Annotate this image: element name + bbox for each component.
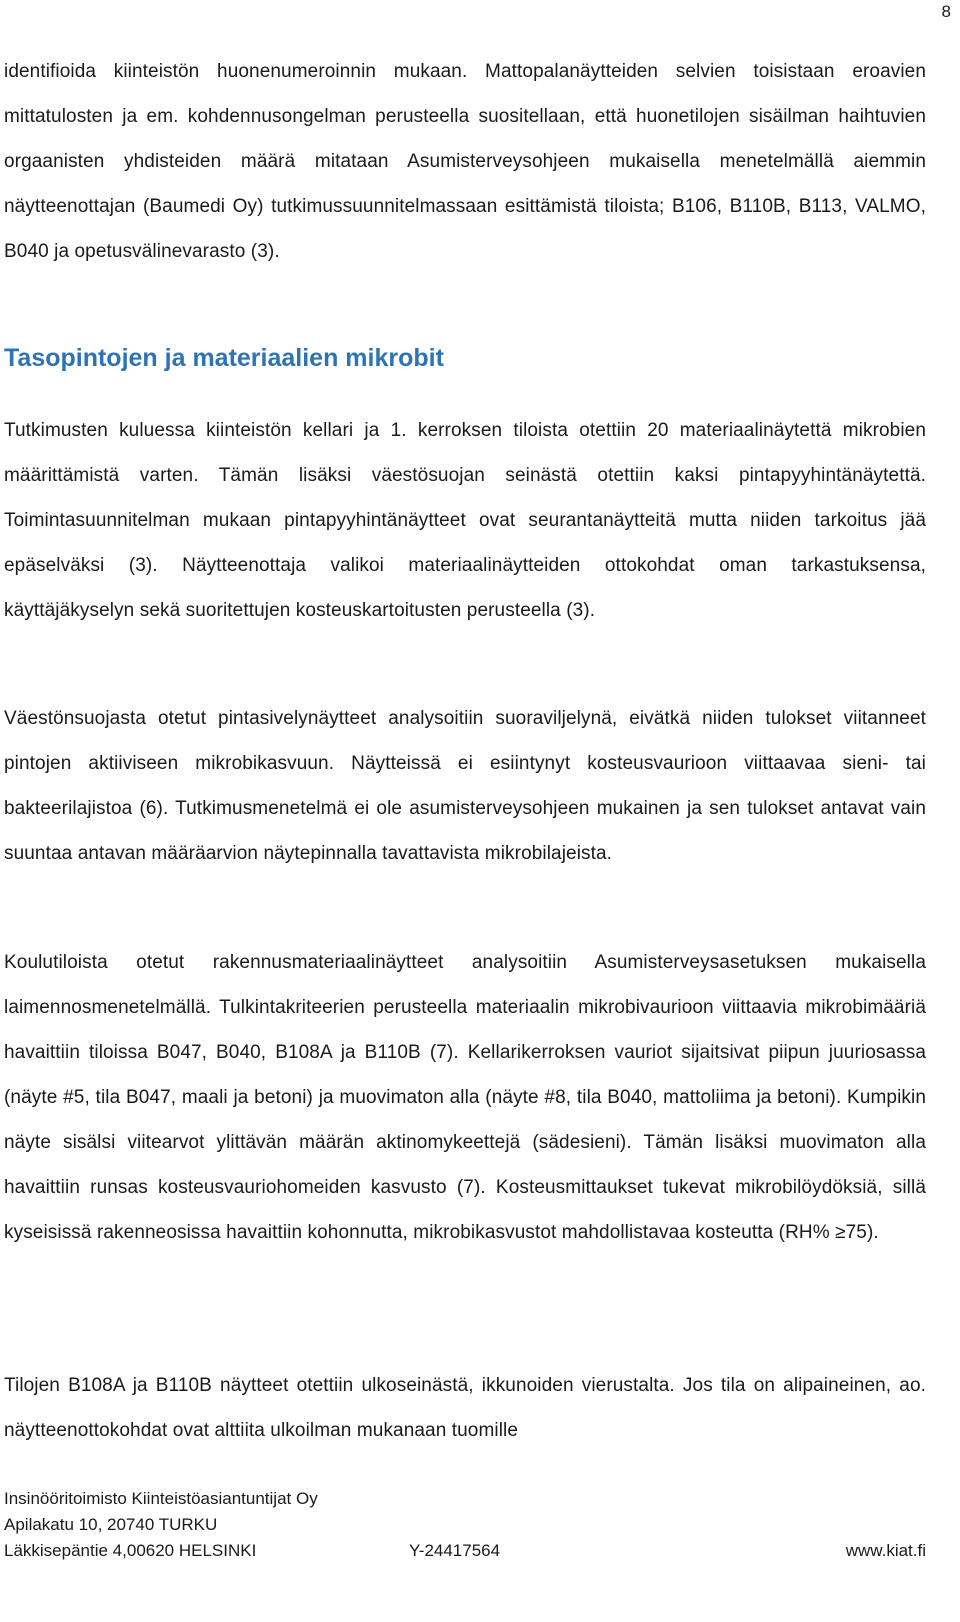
paragraph-sampling: Tutkimusten kuluessa kiinteistön kellari ja 1. kerroksen tiloista otettiin 20 materiaalinäytettä mikrobien määrittämistä varten. Tämän lisäksi väestösuojan seinästä otettiin kaksi pintapyyhintänäytettä. Toimintasuunnitelman mukaan pintapyyhintänäytteet ovat seurantanäytteitä mutta niiden tarkoitus jää epäselväksi (3). Näytteenottaja valikoi materiaalinäytteiden ottokohdat oman tarkastuksensa, käyttäjäkyselyn sekä suoritettujen kosteuskartoitusten perusteella (3). (4, 420, 926, 621)
footer-business-id: Y-24417564 (409, 1541, 501, 1560)
footer-website-link[interactable]: www.kiat.fi (845, 1541, 926, 1560)
paragraph-material-results: Koulutiloista otetut rakennusmateriaalinäytteet analysoitiin Asumisterveysasetuksen mukaisella laimennosmenetelmällä. Tulkintakriteerien perusteella materiaalin mikrobivaurioon viittaavia mikrobimääriä havaittiin tiloissa B047, B040, B108A ja B110B (7). Kellarikerroksen vauriot sijaitsivat piipun juuriosassa (näyte #5, tila B047, maali ja betoni) ja muovimaton alla (näyte #8, tila B040, mattoliima ja betoni). Kumpikin näyte sisälsi viitearvot ylittävän määrän aktinomykeettejä (sädesieni). Tämän lisäksi muovimaton alla havaittiin runsas kosteusvauriohomeiden kasvusto (7). Kosteusmittaukset tukevat mikrobilöydöksiä, sillä kyseisissä rakenneosissa havaittiin kohonnutta, mikrobikasvustot mahdollistavaa kosteutta (RH% ≥75). (4, 952, 926, 1243)
footer-address-helsinki: Läkkisepäntie 4,00620 HELSINKI (4, 1541, 257, 1560)
page-number: 8 (941, 2, 951, 21)
page-footer (4, 1486, 926, 1564)
footer-row (4, 1538, 926, 1564)
paragraph-b108a-b110b: Tilojen B108A ja B110B näytteet otettiin ulkoseinästä, ikkunoiden vierustalta. Jos tila on alipaineinen, ao. näytteenottokohdat ovat alttiita ulkoilman mukanaan tuomille (4, 1375, 926, 1441)
paragraph-shelter-results: Väestönsuojasta otetut pintasivelynäytteet analysoitiin suoraviljelynä, eivätkä niiden tulokset viitanneet pintojen aktiiviseen mikrobikasvuun. Näytteissä ei esiintynyt kosteusvaurioon viittaavaa sieni- tai bakteerilajistoa (6). Tutkimusmenetelmä ei ole asumisterveysohjeen mukainen ja sen tulokset antavat vain suuntaa antavan määräarvion näytepinnalla tavattavista mikrobilajeista. (4, 708, 926, 864)
paragraph-intro: identifioida kiinteistön huonenumeroinnin mukaan. Mattopalanäytteiden selvien toisistaan eroavien mittatulosten ja em. kohdennusongelman perusteella suositellaan, että huonetilojen sisäilman haihtuvien orgaanisten yhdisteiden määrä mitataan Asumisterveysohjeen mukaisella menetelmällä aiemmin näytteenottajan (Baumedi Oy) tutkimussuunnitelmassaan esittämistä tiloista; B106, B110B, B113, VALMO, B040 ja opetusvälinevarasto (3). (4, 61, 926, 262)
footer-address-turku: Apilakatu 10, 20740 TURKU (4, 1515, 218, 1534)
section-heading: Tasopintojen ja materiaalien mikrobit (4, 344, 444, 372)
footer-company: Insinööritoimisto Kiinteistöasiantuntijat Oy (4, 1489, 318, 1508)
